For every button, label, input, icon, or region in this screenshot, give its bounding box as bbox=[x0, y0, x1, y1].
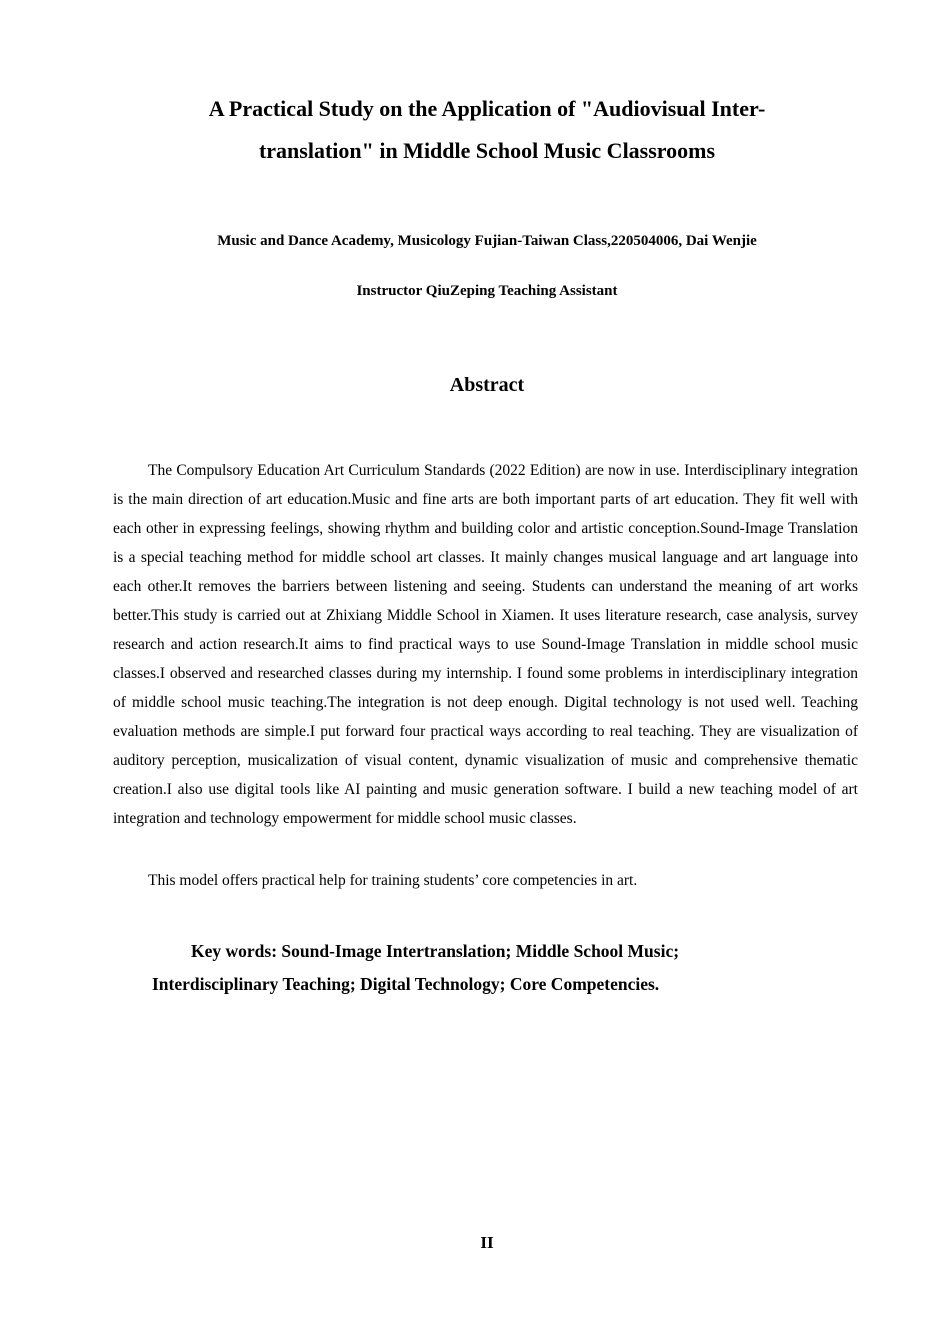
paper-title-line-2: translation" in Middle School Music Classrooms bbox=[258, 138, 716, 163]
abstract-body: The Compulsory Education Art Curriculum Standards (2022 Edition) are now in use. Interdisciplinary integration is the main direction of art education.Music and fine arts are both important parts of art education. They fit well with each other in expressing feelings, showing rhythm and building color and artistic conception.Sound-Image Translation is a special teaching method for middle school art classes. It mainly changes musical language and art language into each other.It removes the barriers between listening and seeing. Students can understand the meaning of art works better.This study is carried out at Zhixiang Middle School in Xiamen. It uses literature research, case analysis, survey research and action research.It aims to find practical ways to use Sound-Image Translation in middle school music classes.I observed and researched classes during my internship. I found some problems in interdisciplinary integration of middle school music teaching.The integration is not deep enough. Digital technology is not used well. Teaching evaluation methods are simple.I put forward four practical ways according to real teaching. They are visualization of auditory perception, musicalization of visual content, dynamic visualization of music and comprehensive thematic creation.I also use digital tools like AI painting and music generation software. I build a new teaching model of art integration and technology empowerment for middle school music classes. bbox=[113, 462, 858, 827]
abstract-heading: Abstract bbox=[449, 374, 525, 396]
paper-title-line-1: A Practical Study on the Application of "Audiovisual Inter- bbox=[208, 96, 766, 121]
paper-title bbox=[160, 88, 814, 172]
abstract-closing-sentence: This model offers practical help for training students’ core competencies in art. bbox=[148, 872, 638, 889]
instructor-line: Instructor QiuZeping Teaching Assistant bbox=[356, 283, 618, 299]
keywords-block bbox=[152, 935, 872, 1001]
page-number: II bbox=[480, 1233, 494, 1252]
keywords-line-1: Key words: Sound-Image Intertranslation; Middle School Music; bbox=[191, 941, 680, 961]
author-affiliation: Music and Dance Academy, Musicology Fujian-Taiwan Class,220504006, Dai Wenjie bbox=[217, 233, 757, 249]
keywords-line-2: Interdisciplinary Teaching; Digital Technology; Core Competencies. bbox=[152, 974, 660, 994]
